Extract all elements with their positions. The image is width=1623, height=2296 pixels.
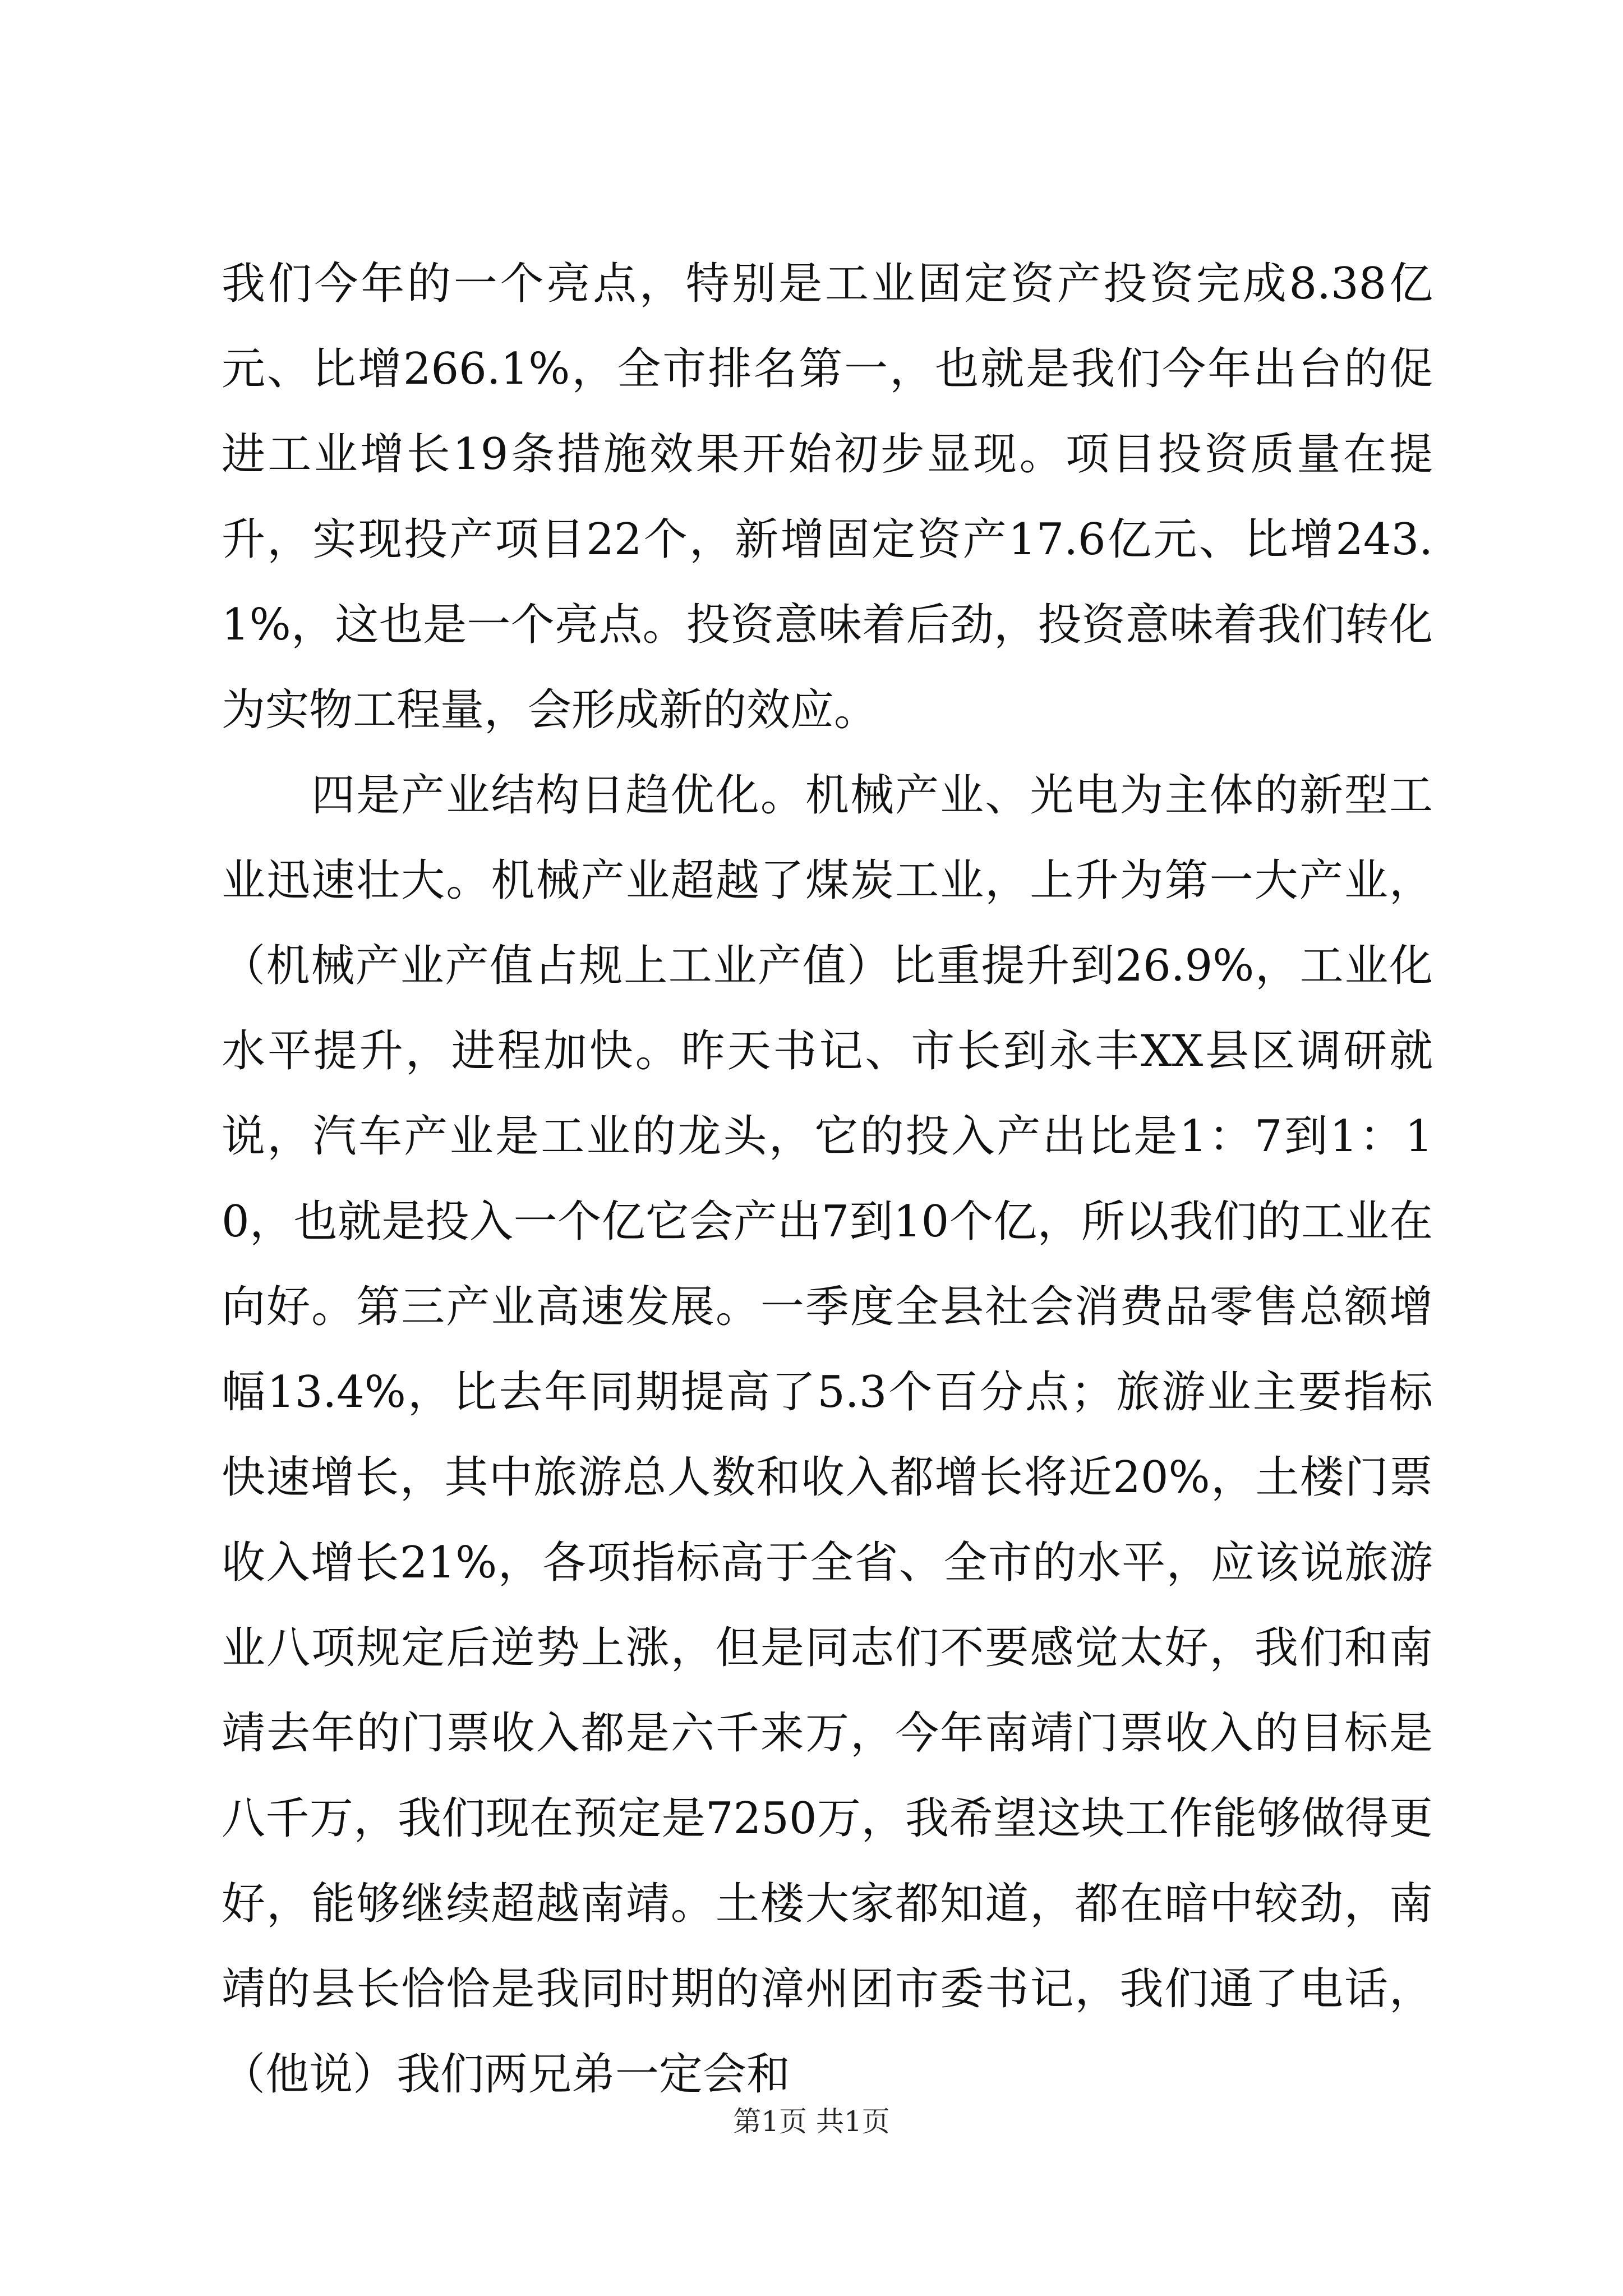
document-body: [222, 241, 1433, 2117]
paragraph-2: 四是产业结构日趋优化。机械产业、光电为主体的新型工业迅速壮大。机械产业超越了煤炭工业，上升为第一大产业，（机械产业产值占规上工业产值）比重提升到26.9%，工业化水平提升，进程加快。昨天书记、市长到永丰XX县区调研就说，汽车产业是工业的龙头，它的投入产出比是1：7到1：10，也就是投入一个亿它会产出7到10个亿，所以我们的工业在向好。第三产业高速发展。一季度全县社会消费品零售总额增幅13.4%，比去年同期提高了5.3个百分点；旅游业主要指标快速增长，其中旅游总人数和收入都增长将近20%，土楼门票收入增长21%，各项指标高于全省、全市的水平，应该说旅游业八项规定后逆势上涨，但是同志们不要感觉太好，我们和南靖去年的门票收入都是六千来万，今年南靖门票收入的目标是八千万，我们现在预定是7250万，我希望这块工作能够做得更好，能够继续超越南靖。土楼大家都知道，都在暗中较劲，南靖的县长恰恰是我同时期的漳州团市委书记，我们通了电话，（他说）我们两兄弟一定会和: [222, 770, 1433, 2100]
page-footer: 第1页 共1页: [733, 2105, 890, 2138]
paragraph-1: 我们今年的一个亮点，特别是工业固定资产投资完成8.38亿元、比增266.1%，全市排名第一，也就是我们今年出台的促进工业增长19条措施效果开始初步显现。项目投资质量在提升，实现投产项目22个，新增固定资产17.6亿元、比增243.1%，这也是一个亮点。投资意味着后劲，投资意味着我们转化为实物工程量，会形成新的效应。: [222, 259, 1433, 735]
